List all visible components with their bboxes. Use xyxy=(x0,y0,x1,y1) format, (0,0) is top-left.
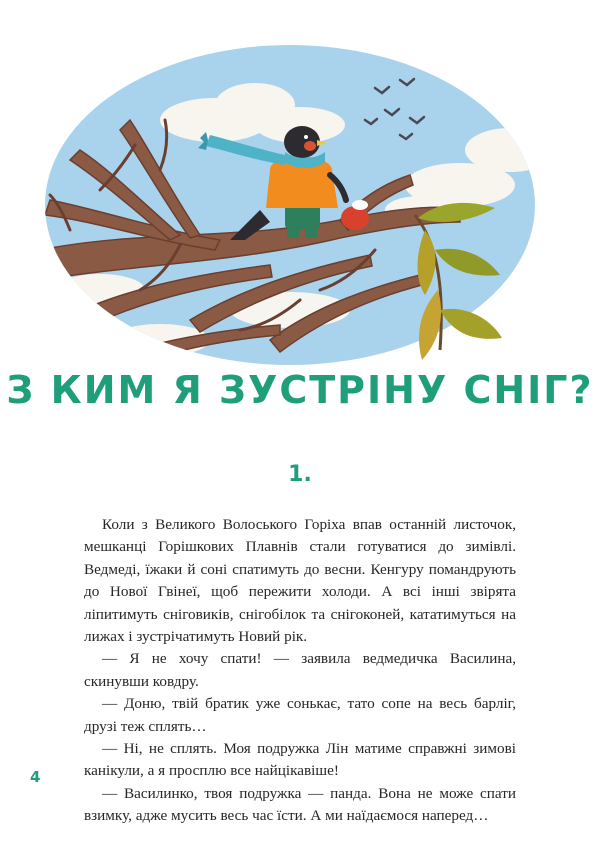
chapter-number: 1. xyxy=(288,462,312,487)
page-title: З КИМ Я ЗУСТРІНУ СНІГ? xyxy=(6,368,594,412)
paragraph: — Доню, твій братик уже сонькає, тато сопе на весь барліг, друзі теж сплять… xyxy=(84,695,516,735)
page-number: 4 xyxy=(30,768,41,786)
paragraph: Коли з Великого Волоського Горіха впав останній листочок, мешканці Горішкових Плавнів стали готуватися до зимівлі. Ведмеді, їжаки й соні спатимуть до весни. Кенгуру помандрують до Нової Гвінеї, щоб пережити холоди. А всі інші звірята ліпитимуть сніговиків, снігобілок та снігоконей, кататимуться на лижах і зустрічатимуть Новий рік. xyxy=(84,516,516,646)
paragraph: — Ні, не сплять. Моя подружка Лін матиме справжні зимові канікули, а я просплю все найцікавіше! xyxy=(84,740,516,780)
body-text xyxy=(84,514,516,828)
header-illustration xyxy=(40,40,560,380)
paragraph: — Я не хочу спати! — заявила ведмедичка Василина, скинувши ковдру. xyxy=(84,650,516,690)
paragraph: — Василинко, твоя подружка — панда. Вона не може спати взимку, адже мусить весь час їсти. А ми наїдаємося наперед… xyxy=(84,784,516,825)
